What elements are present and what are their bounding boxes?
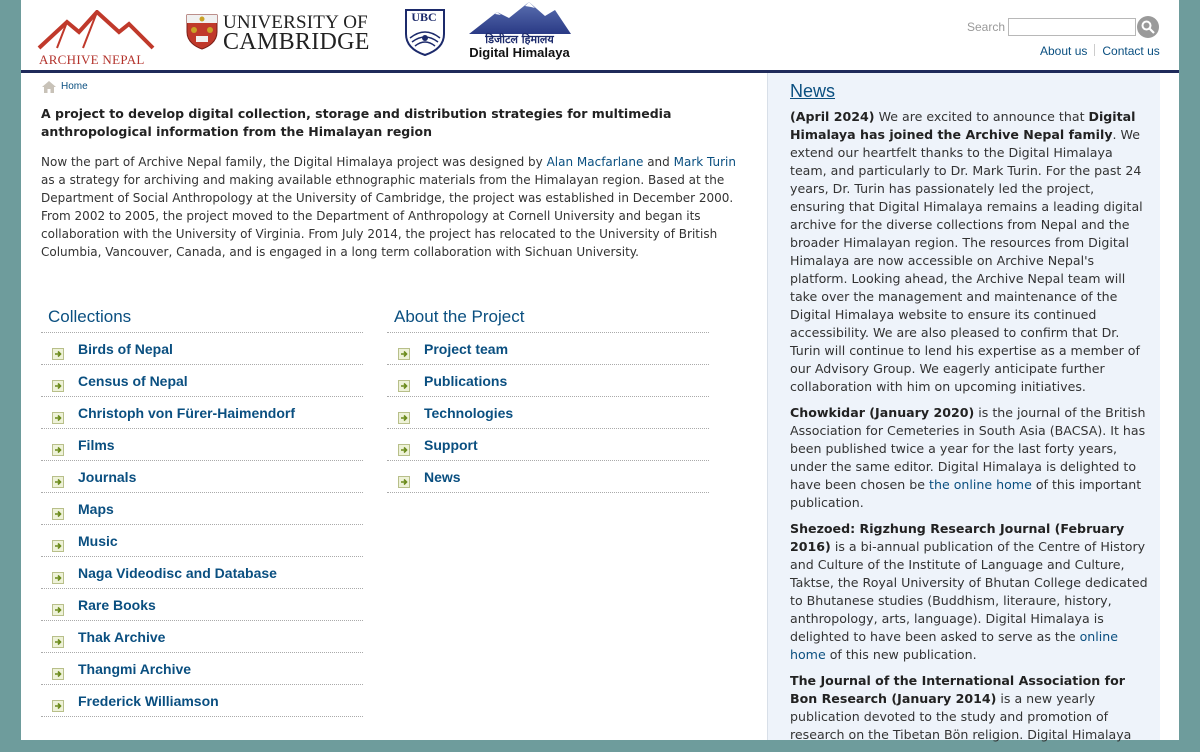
search-button[interactable] — [1137, 16, 1159, 38]
collection-item[interactable] — [41, 685, 363, 717]
about-project-list — [387, 333, 709, 493]
site-header — [21, 0, 1179, 70]
cambridge-line1: UNIVERSITY OF — [223, 12, 368, 33]
collection-item-label: Journals — [78, 469, 137, 485]
collection-item[interactable] — [41, 589, 363, 621]
about-item[interactable] — [387, 429, 709, 461]
about-item[interactable] — [387, 333, 709, 365]
cambridge-logo[interactable] — [186, 12, 370, 55]
arrow-bullet-icon — [398, 473, 410, 492]
digital-himalaya-logo[interactable] — [467, 2, 577, 62]
about-project-title: About the Project — [387, 306, 709, 333]
news-3-text-b: of this new publication. — [825, 647, 977, 662]
collection-item-label: Naga Videodisc and Database — [78, 565, 277, 581]
arrow-bullet-icon — [52, 601, 64, 620]
home-icon[interactable] — [41, 80, 57, 94]
intro-heading: A project to develop digital collection, storage and distribution strategies for multimedia anthropological information from the Himalayan region — [41, 106, 672, 139]
arrow-bullet-icon — [52, 473, 64, 492]
breadcrumb-home-link[interactable]: Home — [61, 81, 88, 92]
intro-text-start: Now the part of Archive Nepal family, the Digital Himalaya project was designed by — [41, 155, 547, 169]
collection-item[interactable] — [41, 365, 363, 397]
arrow-bullet-icon — [52, 665, 64, 684]
collection-item[interactable] — [41, 397, 363, 429]
arrow-bullet-icon — [52, 409, 64, 428]
about-item[interactable] — [387, 397, 709, 429]
news-2-headline: Chowkidar (January 2020) — [790, 405, 975, 420]
arrow-bullet-icon — [52, 377, 64, 396]
collections-title: Collections — [41, 306, 363, 333]
search-icon — [1141, 20, 1155, 34]
news-1-text-b: . We extend our heartfelt thanks to the Digital Himalaya team, and particularly to Dr. Mark Turin. For the past 24 years, Dr. Turin has passionately led the project, ensuring that Digital Himalaya remains a leading digital archive for the diverse collections from Nepal and the broader Himalayan region. The resources from Digital Himalaya are now accessible on Archive Nepal's platform. Looking ahead, the Archive Nepal team will take over the management and maintenance of the Digital Himalaya website to ensure its continued accessibility. We are also pleased to confirm that Dr. Turin will continue to lend his expertise as a member of our Advisory Group. We eagerly anticipate further collaboration with him on upcoming initiatives. — [790, 127, 1143, 394]
ubc-logo[interactable] — [404, 8, 446, 56]
arrow-bullet-icon — [398, 441, 410, 460]
digital-himalaya-hindi: डिजीटल हिमालय — [485, 33, 554, 46]
collection-item-label: Christoph von Fürer-Haimendorf — [78, 405, 296, 421]
search-input[interactable] — [1008, 18, 1136, 36]
collection-item-label: Music — [78, 533, 118, 549]
collection-item[interactable] — [41, 525, 363, 557]
collection-item-label: Frederick Williamson — [78, 693, 219, 709]
news-4-text-a: is a new yearly publication devoted to the study and promotion of research on the Tibetan Bön religion. Digital Himalaya — [790, 691, 1132, 742]
news-3-headline: Shezoed: Rigzhung Research Journal (February 2016) — [790, 521, 1125, 554]
about-project-section — [387, 306, 709, 493]
news-item-1 — [790, 108, 1148, 396]
news-2-text-b: of this important publication. — [790, 477, 1142, 510]
collection-item-label: Census of Nepal — [78, 373, 188, 389]
collection-item[interactable] — [41, 429, 363, 461]
news-title-link[interactable]: News — [790, 81, 836, 101]
digital-himalaya-wordmark: Digital Himalaya — [469, 45, 570, 60]
himalaya-mountain-icon — [467, 2, 572, 34]
collection-item[interactable] — [41, 653, 363, 685]
page — [21, 0, 1179, 740]
collection-item-label: Birds of Nepal — [78, 341, 173, 357]
news-item-2 — [790, 404, 1148, 512]
news-2-text-a: is the journal of the British Association for Cemeteries in South Asia (BACSA). It has been published twice a year for the last forty years, under the same editor. Digital Himalaya is delighted to have been chosen be — [790, 405, 1146, 492]
about-item-label: Publications — [424, 373, 508, 389]
alan-macfarlane-link[interactable]: Alan Macfarlane — [546, 155, 644, 169]
arrow-bullet-icon — [52, 569, 64, 588]
link-separator — [1094, 44, 1095, 56]
collection-item-label: Films — [78, 437, 115, 453]
arrow-bullet-icon — [52, 345, 64, 364]
intro-text-rest: as a strategy for archiving and making available ethnographic materials from the Himalayan region. Based at the Department of Social Anthropology at the University of Cambridge, the project was established in December 2000. From 2002 to 2005, the project moved to the Department of Anthropology at Cornell University and began its collaboration with the University of Virginia. From July 2014, the project has relocated to the University of British Columbia, Vancouver, Canada, and is engaged in a long term collaboration with Sichuan University. — [41, 173, 734, 259]
collections-section — [41, 306, 363, 717]
mountain-logo-icon — [37, 10, 155, 52]
news-4-headline: The Journal of the International Association for Bon Research (January 2014) — [790, 673, 1125, 706]
about-item[interactable] — [387, 461, 709, 493]
arrow-bullet-icon — [52, 697, 64, 716]
collection-item-label: Thangmi Archive — [78, 661, 192, 677]
news-item-3 — [790, 520, 1148, 664]
arrow-bullet-icon — [398, 345, 410, 364]
about-item-label: Project team — [424, 341, 509, 357]
archive-nepal-wordmark: ARCHIVE NEPAL — [39, 52, 145, 67]
collection-item-label: Rare Books — [78, 597, 156, 613]
archive-nepal-logo[interactable] — [37, 10, 155, 66]
search-label: Search — [967, 20, 1006, 34]
contact-us-link[interactable]: Contact us — [1102, 44, 1160, 58]
cambridge-line2: CAMBRIDGE — [223, 29, 370, 55]
arrow-bullet-icon — [52, 537, 64, 556]
collections-list — [41, 333, 363, 717]
about-item-label: News — [424, 469, 461, 485]
collection-item[interactable] — [41, 461, 363, 493]
collection-item-label: Maps — [78, 501, 114, 517]
cambridge-shield-icon — [186, 14, 218, 50]
news-sidebar — [767, 73, 1160, 740]
collection-item-label: Thak Archive — [78, 629, 166, 645]
collection-item[interactable] — [41, 493, 363, 525]
about-item[interactable] — [387, 365, 709, 397]
collection-item[interactable] — [41, 333, 363, 365]
arrow-bullet-icon — [398, 377, 410, 396]
about-us-link[interactable]: About us — [1040, 44, 1088, 58]
arrow-bullet-icon — [52, 633, 64, 652]
top-links — [1040, 44, 1160, 58]
arrow-bullet-icon — [52, 505, 64, 524]
news-1-date: (April 2024) — [790, 109, 875, 124]
news-3-text-a: is a bi-annual publication of the Centre of History and Culture of the Institute of Language and Culture, Taktse, the Royal University of Bhutan College dedicated to Bhutanese studies (Buddhism, literaure, history, anthropology, arts, language). Digital Himalaya is delighted to have been asked to serve as the — [790, 539, 1148, 644]
collection-item[interactable] — [41, 557, 363, 589]
ubc-wordmark: UBC — [411, 10, 437, 24]
arrow-bullet-icon — [52, 441, 64, 460]
chowkidar-online-home-link[interactable]: the online home — [929, 477, 1032, 492]
collection-item[interactable] — [41, 621, 363, 653]
intro-paragraph — [41, 153, 747, 261]
news-1-text-a: We are excited to announce that — [874, 109, 1089, 124]
about-item-label: Technologies — [424, 405, 514, 421]
about-item-label: Support — [424, 437, 478, 453]
news-item-4 — [790, 672, 1148, 744]
arrow-bullet-icon — [398, 409, 410, 428]
mark-turin-link[interactable]: Mark Turin — [673, 155, 736, 169]
shezoed-online-home-link[interactable]: online home — [790, 629, 1119, 662]
intro-text-and: and — [643, 155, 674, 169]
news-body — [790, 108, 1148, 752]
news-1-headline: Digital Himalaya has joined the Archive Nepal family — [790, 109, 1136, 142]
